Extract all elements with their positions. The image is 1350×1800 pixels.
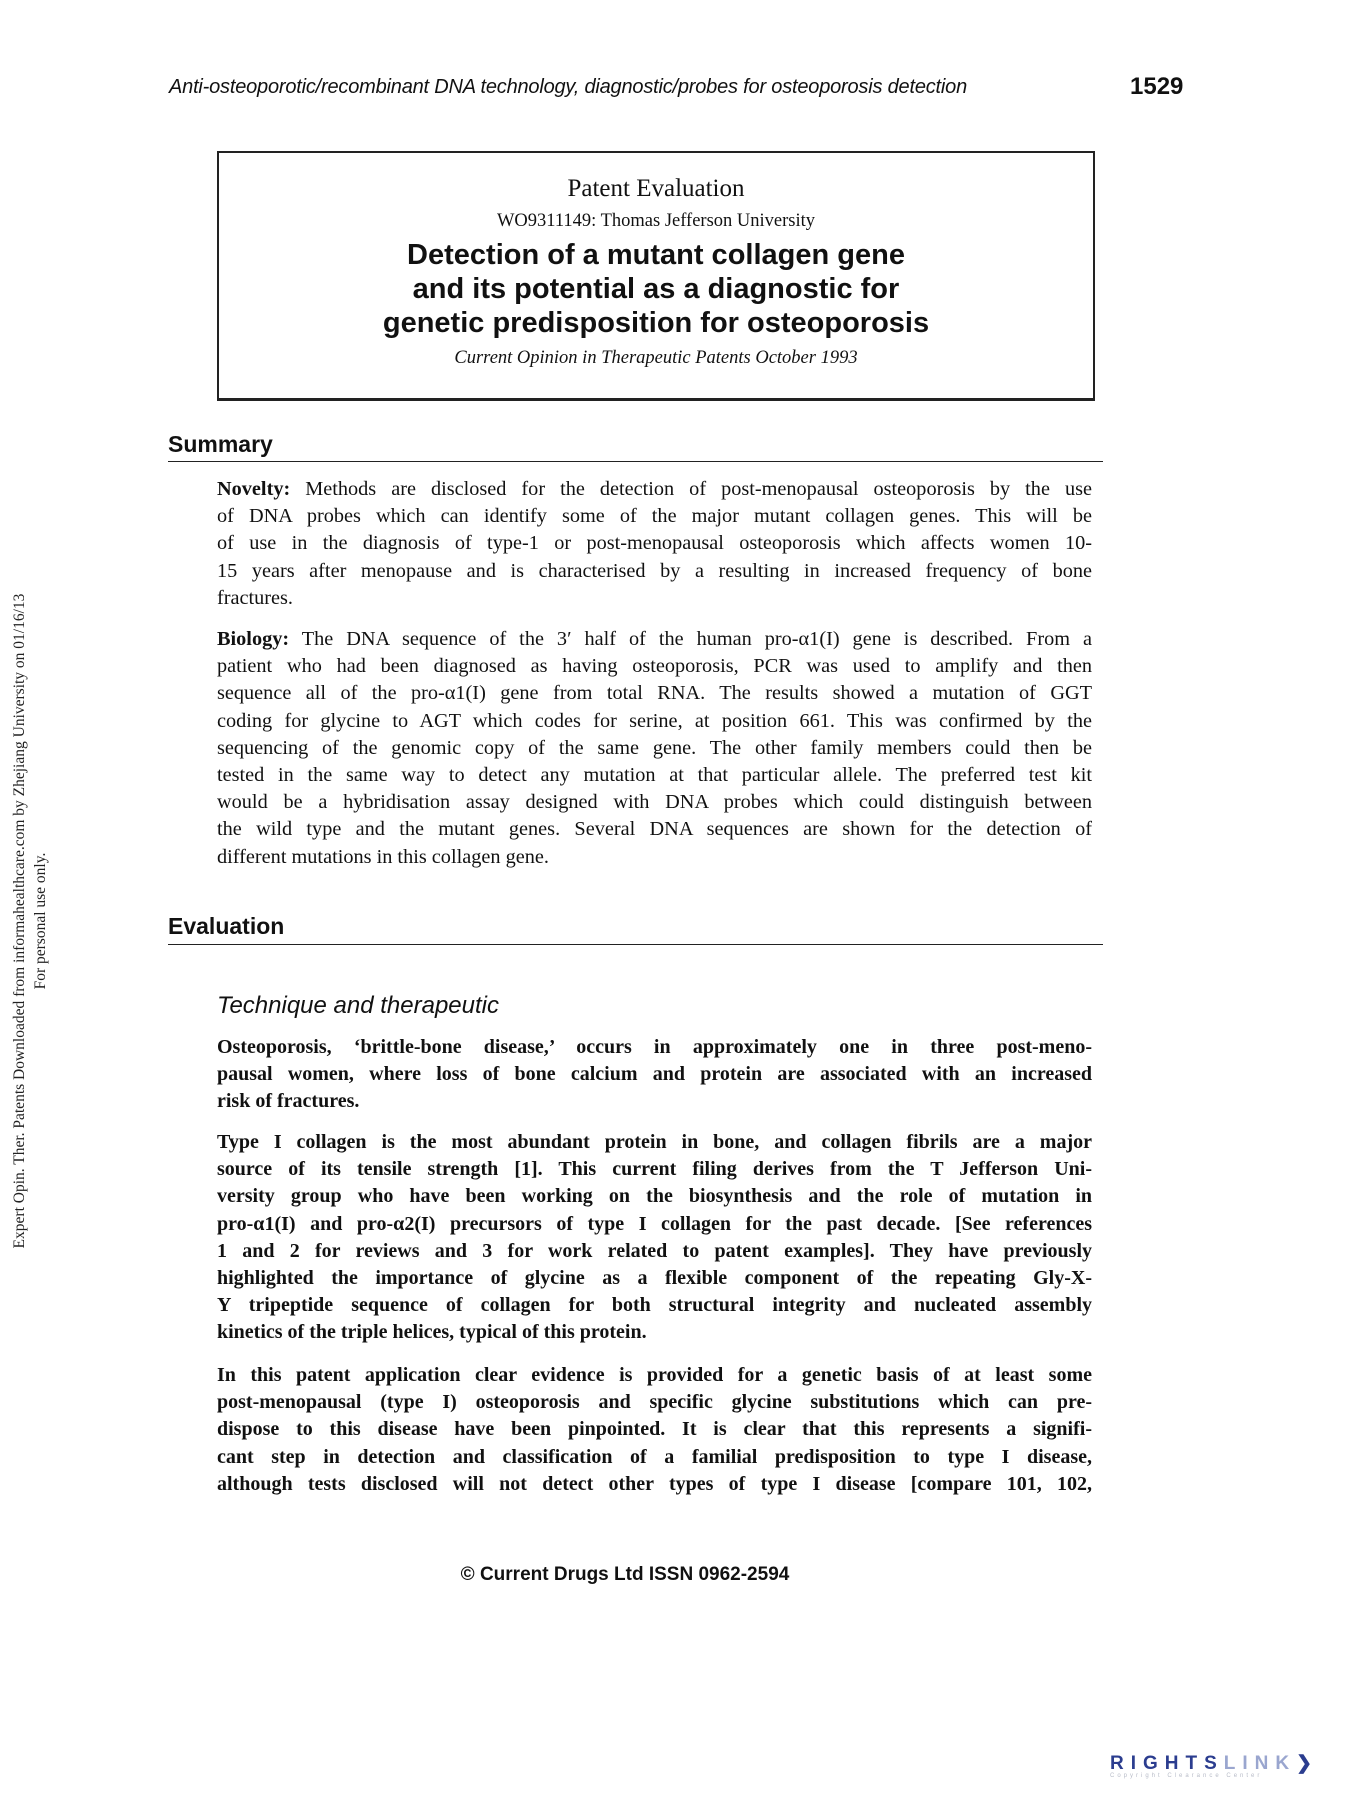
- line-text: sequence all of the pro-α1(I) gene from total RNA. The results showed a mutation of GGT: [217, 682, 1092, 705]
- text-line: [217, 735, 1092, 762]
- text-line: [217, 1211, 1092, 1238]
- title-line: and its potential as a diagnostic for: [412, 273, 900, 305]
- text-line: [217, 1238, 1092, 1265]
- line-text: Osteoporosis, ‘brittle-bone disease,’ occurs in approximately one in three post-meno-: [217, 1036, 1092, 1058]
- line-text: Type I collagen is the most abundant protein in bone, and collagen fibrils are a major: [217, 1131, 1092, 1153]
- line-text: fractures.: [217, 586, 294, 609]
- text-line: [217, 1061, 1092, 1088]
- article-title: [219, 238, 1093, 340]
- rightslink-word-link: LINK: [1223, 1753, 1297, 1774]
- line-text: 1 and 2 for reviews and 3 for work related to patent examples]. They have previously: [217, 1239, 1092, 1262]
- line-text: In this patent application clear evidence is provided for a genetic basis of at least some: [217, 1364, 1092, 1386]
- text-line: [217, 1471, 1092, 1498]
- line-text: of use in the diagnosis of type-1 or post-menopausal osteoporosis which affects women 10-: [217, 532, 1092, 555]
- text-line: [217, 816, 1092, 843]
- summary-rule: [168, 461, 1103, 462]
- running-head: Anti-osteoporotic/recombinant DNA technology, diagnostic/probes for osteoporosis detection: [169, 76, 968, 98]
- download-notice-line: Expert Opin. Ther. Patents Downloaded from informahealthcare.com by Zhejiang University on 01/16/13: [11, 593, 28, 1249]
- rightslink-tagline: Copyright Clearance Center: [1110, 1773, 1263, 1779]
- line-text: versity group who have been working on the biosynthesis and the role of mutation in: [217, 1185, 1092, 1208]
- line-text: Y tripeptide sequence of collagen for both structural integrity and nucleated assembly: [217, 1294, 1092, 1317]
- page-number: 1529: [1130, 73, 1184, 100]
- line-text: Methods are disclosed for the detection of post-menopausal osteoporosis by the use: [305, 478, 1092, 500]
- evaluation-paragraph: [217, 1362, 1092, 1498]
- line-text: although tests disclosed will not detect other types of type I disease [compare 101, 102,: [217, 1472, 1092, 1495]
- text-line: [217, 762, 1092, 789]
- text-line: [217, 1389, 1092, 1416]
- evaluation-heading: Evaluation: [168, 913, 285, 939]
- novelty-paragraph: [217, 476, 1092, 612]
- text-line: [217, 1416, 1092, 1443]
- line-text: pro-α1(I) and pro-α2(I) precursors of type I collagen for the past decade. [See references: [217, 1212, 1092, 1235]
- text-line: [217, 1088, 1092, 1115]
- title-line: Detection of a mutant collagen gene: [407, 239, 905, 271]
- text-line: [217, 1034, 1092, 1061]
- line-text: dispose to this disease have been pinpointed. It is clear that this represents a signifi-: [217, 1418, 1092, 1441]
- text-line: [217, 844, 1092, 871]
- evaluation-rule: [168, 944, 1103, 945]
- text-line: [217, 708, 1092, 735]
- text-line: [217, 1362, 1092, 1389]
- text-line: [217, 1265, 1092, 1292]
- text-line: [217, 1129, 1092, 1156]
- line-text: coding for glycine to AGT which codes for serine, at position 661. This was confirmed by the: [217, 709, 1092, 732]
- download-notice: [9, 561, 51, 1281]
- evaluation-paragraph: [217, 1129, 1092, 1347]
- text-line: [217, 1444, 1092, 1471]
- evaluation-paragraph: [217, 1034, 1092, 1116]
- line-text: the wild type and the mutant genes. Several DNA sequences are shown for the detection of: [217, 818, 1092, 841]
- rightslink-word-rights: RIGHTS: [1110, 1753, 1224, 1774]
- patent-header-box: [217, 151, 1095, 401]
- text-line: [217, 1319, 1092, 1346]
- journal-citation: Current Opinion in Therapeutic Patents October 1993: [454, 348, 858, 368]
- line-text: different mutations in this collagen gene.: [217, 845, 549, 868]
- line-text: post-menopausal (type I) osteoporosis and specific glycine substitutions which can pre-: [217, 1391, 1092, 1414]
- line-text: kinetics of the triple helices, typical of this protein.: [217, 1321, 647, 1344]
- line-text: would be a hybridisation assay designed with DNA probes which could distinguish between: [217, 791, 1092, 814]
- copyright-footer: © Current Drugs Ltd ISSN 0962-2594: [460, 1564, 790, 1585]
- technique-subheading: Technique and therapeutic: [217, 992, 499, 1019]
- chevron-right-icon: ❯: [1296, 1753, 1320, 1774]
- line-text: of DNA probes which can identify some of the major mutant collagen genes. This will be: [217, 505, 1092, 528]
- line-text: 15 years after menopause and is characterised by a resulting in increased frequency of bone: [217, 559, 1092, 582]
- text-line: [217, 585, 1092, 612]
- text-line: [217, 503, 1092, 530]
- line-text: highlighted the importance of glycine as a flexible component of the repeating Gly-X-: [217, 1266, 1092, 1289]
- summary-heading: Summary: [168, 431, 273, 457]
- line-text: cant step in detection and classification of a familial predisposition to type I disease,: [217, 1445, 1092, 1468]
- line-text: patient who had been diagnosed as having osteoporosis, PCR was used to amplify and then: [217, 655, 1092, 678]
- rightslink-logo: [1110, 1752, 1350, 1779]
- line-text: risk of fractures.: [217, 1090, 360, 1113]
- line-text: tested in the same way to detect any mutation at that particular allele. The preferred test kit: [217, 763, 1092, 786]
- paragraph-label: Novelty:: [217, 478, 291, 500]
- text-line: [217, 789, 1092, 816]
- text-line: [217, 680, 1092, 707]
- text-line: [217, 653, 1092, 680]
- text-line: [217, 1292, 1092, 1319]
- paragraph-label: Biology:: [217, 628, 290, 650]
- patent-number: WO9311149: Thomas Jefferson University: [496, 211, 816, 231]
- text-line: [217, 530, 1092, 557]
- line-text: sequencing of the genomic copy of the same gene. The other family members could then be: [217, 736, 1092, 759]
- patent-evaluation-kicker: Patent Evaluation: [567, 175, 745, 202]
- personal-use-notice: For personal use only.: [32, 852, 49, 990]
- text-line: [217, 476, 1092, 503]
- text-line: [217, 1183, 1092, 1210]
- title-line: genetic predisposition for osteoporosis: [382, 307, 930, 339]
- biology-paragraph: [217, 626, 1092, 871]
- text-line: [217, 1156, 1092, 1183]
- text-line: [217, 626, 1092, 653]
- line-text: pausal women, where loss of bone calcium and protein are associated with an increased: [217, 1063, 1092, 1086]
- line-text: The DNA sequence of the 3′ half of the human pro-α1(I) gene is described. From a: [301, 628, 1092, 650]
- line-text: source of its tensile strength [1]. This current filing derives from the T Jefferson Uni-: [217, 1158, 1092, 1181]
- text-line: [217, 558, 1092, 585]
